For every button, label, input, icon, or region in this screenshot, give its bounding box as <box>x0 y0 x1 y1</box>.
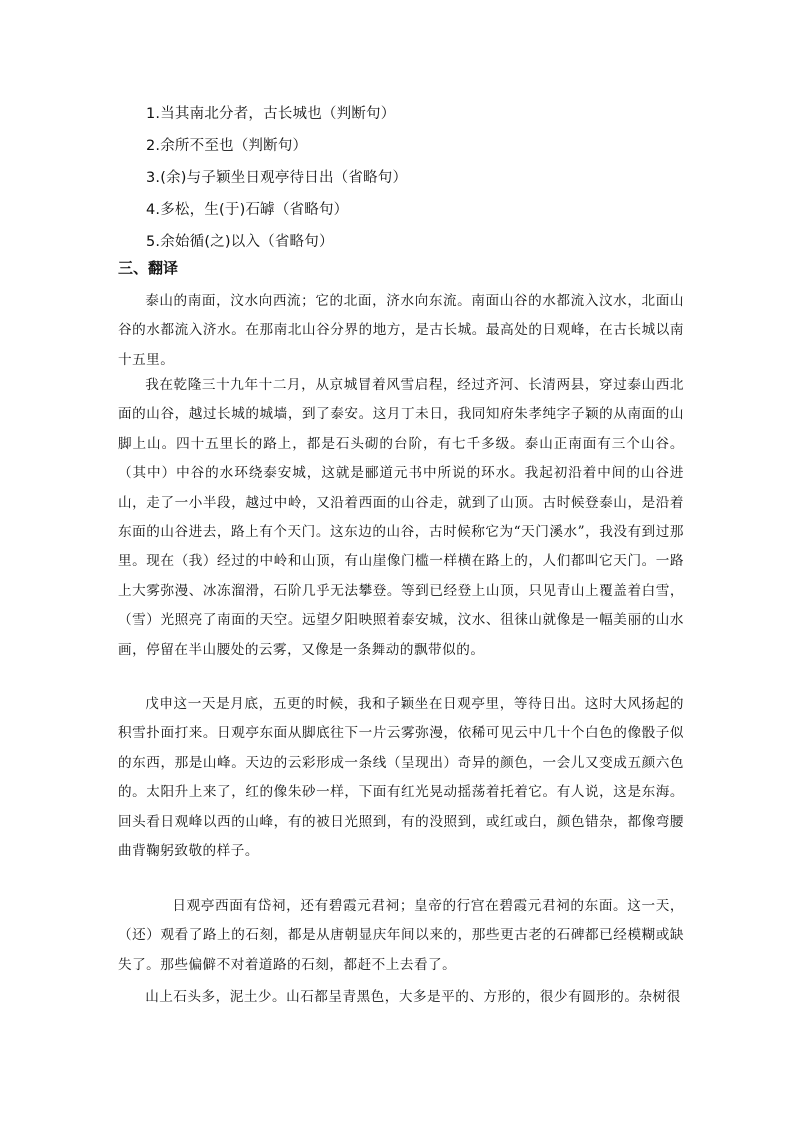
translation-paragraph: 山上石头多，泥土少。山石都呈青黑色，大多是平的、方形的，很少有圆形的。杂树很 <box>145 989 681 1005</box>
translation-paragraph: 泰山的南面，汶水向西流；它的北面，济水向东流。南面山谷的水都流入汶水，北面山谷的水都流入济水。在那南北山谷分界的地方，是古长城。最高处的日观峰，在古长城以南十五里。 <box>118 293 684 368</box>
list-item: 2.余所不至也（判断句） <box>146 138 308 154</box>
sentence-pattern-list <box>146 98 706 258</box>
translation-paragraph: 我在乾隆三十九年十二月，从京城冒着风雪启程，经过齐河、长清两县，穿过泰山西北面的山谷，越过长城的城墙，到了泰安。这月丁未日，我同知府朱孝纯字子颖的从南面的山脚上山。四十五里长的路上，都是石头砌的台阶，有七千多级。泰山正南面有三个山谷。（其中）中谷的水环绕泰安城，这就是郦道元书中所说的环水。我起初沿着中间的山谷进山，走了一小半段，越过中岭，又沿着西面的山谷走，就到了山顶。古时候登泰山，是沿着东面的山谷进去，路上有个天门。这东边的山谷，古时候称它为“天门溪水”，我没有到过那里。现在（我）经过的中岭和山顶，有山崖像门槛一样横在路上的，人们都叫它天门。一路上大雾弥漫、冰冻溜滑，石阶几乎无法攀登。等到已经登上山顶，只见青山上覆盖着白雪，（雪）光照亮了南面的天空。远望夕阳映照着泰安城，汶水、徂徕山就像是一幅美丽的山水画，停留在半山腰处的云雾，又像是一条舞动的飘带似的。 <box>118 377 684 658</box>
list-item: 5.余始循(之)以入（省略句） <box>146 234 334 250</box>
section-heading-translation: 三、翻译 <box>118 259 179 277</box>
list-item: 4.多松，生(于)石罅（省略句） <box>146 202 349 218</box>
list-item: 1.当其南北分者，古长城也（判断句） <box>146 106 396 122</box>
translation-paragraph: 日观亭西面有岱祠，还有碧霞元君祠；皇帝的行宫在碧霞元君祠的东面。这一天，（还）观看了路上的石刻，都是从唐朝显庆年间以来的，那些更古老的石碑都已经模糊或缺失了。那些偏僻不对着道路的石刻，都赶不上去看了。 <box>118 898 684 973</box>
translation-paragraph: 戊申这一天是月底，五更的时候，我和子颖坐在日观亭里，等待日出。这时大风扬起的积雪扑面打来。日观亭东面从脚底往下一片云雾弥漫，依稀可见云中几十个白色的像骰子似的东西，那是山峰。天边的云彩形成一条线（呈现出）奇异的颜色，一会儿又变成五颜六色的。太阳升上来了，红的像朱砂一样，下面有红光晃动摇荡着托着它。有人说，这是东海。回头看日观峰以西的山峰，有的被日光照到，有的没照到，或红或白，颜色错杂，都像弯腰曲背鞠躬致敬的样子。 <box>118 696 684 860</box>
list-item: 3.(余)与子颖坐日观亭待日出（省略句） <box>146 170 408 186</box>
